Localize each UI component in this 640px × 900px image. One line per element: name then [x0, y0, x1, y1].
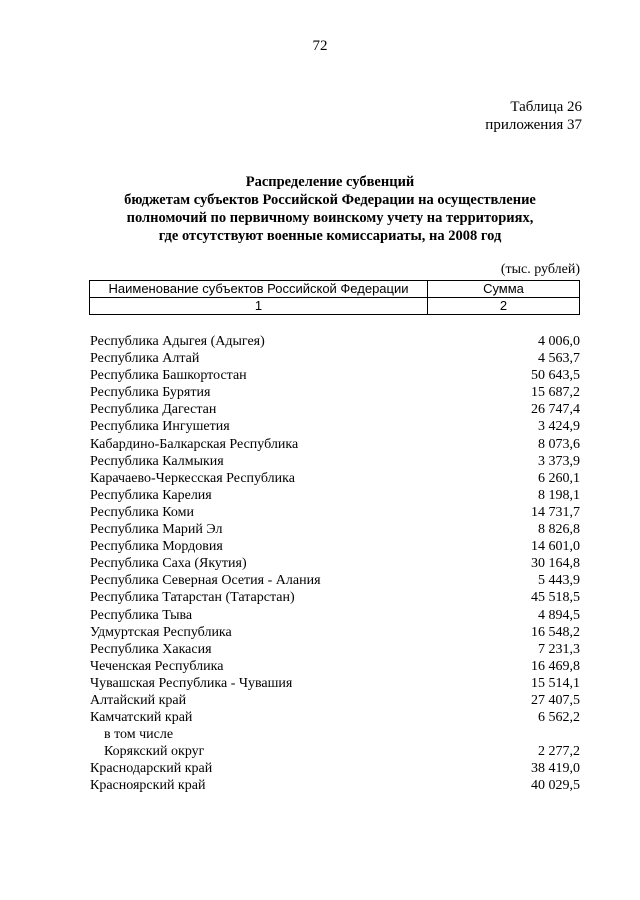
document-title	[60, 173, 600, 245]
region-name: Республика Саха (Якутия)	[90, 556, 247, 572]
column-header-name: Наименование субъектов Российской Федерации	[90, 281, 428, 298]
subvention-amount: 26 747,4	[531, 402, 580, 418]
region-name: Алтайский край	[90, 692, 187, 708]
region-name: Республика Хакасия	[90, 641, 212, 657]
table-row	[90, 504, 580, 521]
subvention-amount: 3 424,9	[538, 419, 580, 435]
table-row	[90, 760, 580, 777]
table-row	[90, 350, 580, 367]
subvention-amount: 27 407,5	[531, 692, 580, 708]
subvention-amount: 50 643,5	[531, 368, 580, 384]
region-name: Республика Карелия	[90, 487, 212, 503]
table-row	[90, 726, 580, 743]
subvention-amount: 16 469,8	[531, 658, 580, 674]
table-row	[90, 470, 580, 487]
units-label: (тыс. рублей)	[500, 262, 580, 277]
title-line-4: где отсутствуют военные комиссариаты, на 2008 год	[158, 228, 502, 244]
region-name: Республика Башкортостан	[90, 368, 247, 384]
column-number-1: 1	[90, 298, 428, 315]
subvention-amount: 7 231,3	[538, 641, 580, 657]
table-row	[90, 709, 580, 726]
region-name: Республика Северная Осетия - Алания	[90, 573, 321, 589]
region-name: Краснодарский край	[90, 761, 213, 777]
table-row	[90, 384, 580, 401]
subvention-amount: 5 443,9	[538, 573, 580, 589]
region-name: Республика Марий Эл	[90, 522, 223, 538]
title-line-3: полномочий по первичному воинскому учету на территориях,	[126, 210, 534, 226]
subvention-amount: 4 894,5	[538, 607, 580, 623]
table-row	[90, 401, 580, 418]
table-row	[90, 607, 580, 624]
region-name: Республика Ингушетия	[90, 419, 230, 435]
table-header	[89, 280, 580, 315]
appendix-number: приложения 37	[485, 117, 582, 133]
subvention-amount: 8 198,1	[538, 487, 580, 503]
subvention-amount: 8 826,8	[538, 522, 580, 538]
region-name: Республика Мордовия	[90, 539, 223, 555]
region-name: Чувашская Республика - Чувашия	[90, 675, 293, 691]
table-row	[90, 453, 580, 470]
subvention-amount: 45 518,5	[531, 590, 580, 606]
region-name: Республика Бурятия	[90, 385, 211, 401]
table-row	[90, 333, 580, 350]
table-row	[90, 658, 580, 675]
table-reference	[485, 98, 582, 134]
subvention-amount: 16 548,2	[531, 624, 580, 640]
table-row	[90, 675, 580, 692]
region-name: Республика Дагестан	[90, 402, 217, 418]
table-number: Таблица 26	[510, 99, 582, 115]
table-row	[90, 555, 580, 572]
subvention-amount: 2 277,2	[538, 744, 580, 760]
table-row	[90, 743, 580, 760]
table-row	[90, 692, 580, 709]
region-name: в том числе	[104, 727, 174, 743]
region-name: Республика Татарстан (Татарстан)	[90, 590, 295, 606]
region-name: Чеченская Республика	[90, 658, 224, 674]
subvention-amount: 4 006,0	[538, 334, 580, 349]
subvention-amount: 6 260,1	[538, 470, 580, 486]
table-row	[90, 487, 580, 504]
subvention-amount: 14 731,7	[531, 504, 580, 520]
region-name: Камчатский край	[90, 710, 193, 726]
column-header-sum: Сумма	[428, 281, 580, 298]
table-row	[90, 538, 580, 555]
table-row	[90, 367, 580, 384]
region-name: Удмуртская Республика	[90, 624, 232, 640]
table-row	[90, 418, 580, 435]
subvention-amount: 4 563,7	[538, 351, 580, 367]
subvention-amount: 15 687,2	[531, 385, 580, 401]
region-name: Кабардино-Балкарская Республика	[90, 436, 299, 452]
table-row	[90, 589, 580, 606]
subvention-amount: 38 419,0	[531, 761, 580, 777]
table-row	[90, 572, 580, 589]
subvention-amount: 30 164,8	[531, 556, 580, 572]
subvention-amount: 40 029,5	[531, 778, 580, 794]
subvention-amount: 15 514,1	[531, 675, 580, 691]
region-name: Республика Калмыкия	[90, 453, 224, 469]
table-row	[90, 777, 580, 794]
region-name: Красноярский край	[90, 778, 206, 794]
data-rows	[90, 333, 580, 795]
region-name: Корякский округ	[104, 744, 205, 760]
table-row	[90, 521, 580, 538]
title-line-2: бюджетам субъектов Российской Федерации на осуществление	[124, 192, 536, 208]
subvention-amount: 3 373,9	[538, 453, 580, 469]
title-line-1: Распределение субвенций	[245, 174, 415, 190]
column-number-2: 2	[428, 298, 580, 315]
subvention-amount: 6 562,2	[538, 710, 580, 726]
region-name: Республика Алтай	[90, 351, 200, 367]
region-name: Республика Коми	[90, 504, 194, 520]
table-row	[90, 436, 580, 453]
region-name: Республика Тыва	[90, 607, 193, 623]
region-name: Республика Адыгея (Адыгея)	[90, 334, 265, 349]
page-number: 72	[312, 38, 328, 54]
subvention-amount: 14 601,0	[531, 539, 580, 555]
subvention-amount: 8 073,6	[538, 436, 580, 452]
table-row	[90, 641, 580, 658]
region-name: Карачаево-Черкесская Республика	[90, 470, 295, 486]
table-row	[90, 624, 580, 641]
